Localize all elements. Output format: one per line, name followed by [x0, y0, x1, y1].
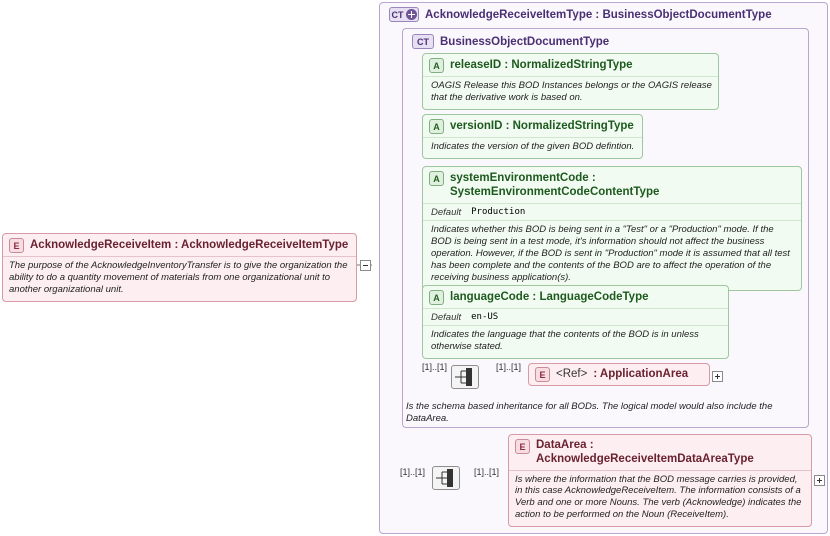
- attribute-title: releaseID : NormalizedStringType: [450, 59, 633, 71]
- dataarea-title: DataArea : AcknowledgeReceiveItemDataAreaType: [536, 439, 754, 465]
- outer-complextype-header: [383, 4, 778, 25]
- collapse-minus-icon[interactable]: [360, 260, 371, 271]
- root-element-box[interactable]: [2, 233, 357, 302]
- attribute-box-releaseid[interactable]: [422, 53, 719, 110]
- attribute-default-row: [423, 203, 801, 220]
- root-element-title: AcknowledgeReceiveItem : AcknowledgeReceiveItemType: [30, 238, 349, 251]
- attribute-header: [423, 286, 728, 308]
- attribute-doc: OAGIS Release this BOD Instances belongs or the OAGIS release that the derivative work is based on.: [423, 76, 718, 109]
- inner-complextype-header: [406, 31, 615, 52]
- attribute-default-value: Production: [471, 206, 526, 217]
- applicationarea-title: : ApplicationArea: [593, 367, 689, 380]
- sequence-icon[interactable]: [451, 365, 479, 389]
- expand-plus-icon[interactable]: [712, 371, 723, 382]
- attribute-box-systemenvironmentcode[interactable]: [422, 166, 802, 291]
- applicationarea-ref-box[interactable]: [528, 363, 710, 386]
- attribute-badge-icon: A: [429, 290, 444, 305]
- outer-complextype-title: AcknowledgeReceiveItemType : BusinessObjectDocumentType: [425, 8, 772, 21]
- attribute-doc: Indicates the version of the given BOD defintion.: [423, 137, 642, 158]
- attribute-default-label: Default: [431, 312, 462, 323]
- root-element-doc: The purpose of the AcknowledgeInventoryTransfer is to give the organization the ability to do a quantity movement of materials from one organizational unit to another organizational unit.: [3, 256, 356, 301]
- element-badge-icon: E: [515, 439, 530, 454]
- attribute-title: versionID : NormalizedStringType: [450, 120, 634, 132]
- inner-complextype-title: BusinessObjectDocumentType: [440, 35, 610, 48]
- sequence-icon[interactable]: [432, 466, 460, 490]
- attribute-header: [423, 167, 801, 203]
- dataarea-doc: Is where the information that the BOD message carries is provided, in this case AcknowledgeReceiveItem. The information consists of a Verb and one or more Nouns. The verb (Acknowledge) indicates the action to be performed on the Noun (ReceiveItem).: [509, 470, 811, 527]
- root-element-header: [3, 234, 356, 256]
- attribute-badge-icon: A: [429, 58, 444, 73]
- attribute-title: systemEnvironmentCode : SystemEnvironmentCodeContentType: [450, 172, 660, 199]
- attribute-header: [423, 115, 642, 137]
- complextype-badge-label: CT: [391, 9, 404, 20]
- attribute-header: [423, 54, 718, 76]
- attribute-badge-icon: A: [429, 119, 444, 134]
- attribute-doc: Indicates whether this BOD is being sent in a "Test" or a "Production" mode. If the BOD is being sent in a test mode, it's information should not affect the business operation. However, if the BOD is sent in "Production" mode it is assumed that all test has been complete and the contents of the BOD are to affect the operation of the receiving business application(s).: [423, 220, 801, 290]
- occurrence-label: [1]..[1]: [400, 467, 426, 477]
- inner-complextype-doc: Is the schema based inheritance for all BODs. The logical model would also include the DataArea.: [406, 401, 773, 425]
- dataarea-element-box[interactable]: [508, 434, 812, 527]
- applicationarea-ref-label: <Ref>: [556, 367, 588, 380]
- attribute-default-row: [423, 308, 728, 325]
- element-badge-icon: E: [9, 238, 24, 253]
- dataarea-header: [509, 435, 811, 470]
- expand-plus-icon[interactable]: [814, 475, 825, 486]
- attribute-title: languageCode : LanguageCodeType: [450, 291, 649, 303]
- attribute-badge-icon: A: [429, 171, 444, 186]
- occurrence-label: [1]..[1]: [422, 362, 448, 372]
- attribute-box-languagecode[interactable]: [422, 285, 729, 359]
- complextype-badge-icon: [389, 7, 419, 22]
- plus-circle-icon[interactable]: [406, 9, 417, 20]
- occurrence-label: [1]..[1]: [496, 362, 522, 372]
- attribute-box-versionid[interactable]: [422, 114, 643, 159]
- element-badge-icon: E: [535, 367, 550, 382]
- attribute-default-label: Default: [431, 206, 462, 218]
- complextype-badge-icon: CT: [412, 34, 434, 49]
- attribute-default-value: en-US: [471, 312, 499, 322]
- applicationarea-header: [529, 364, 709, 385]
- attribute-doc: Indicates the language that the contents of the BOD is in unless otherwise stated.: [423, 325, 728, 358]
- occurrence-label: [1]..[1]: [474, 467, 500, 477]
